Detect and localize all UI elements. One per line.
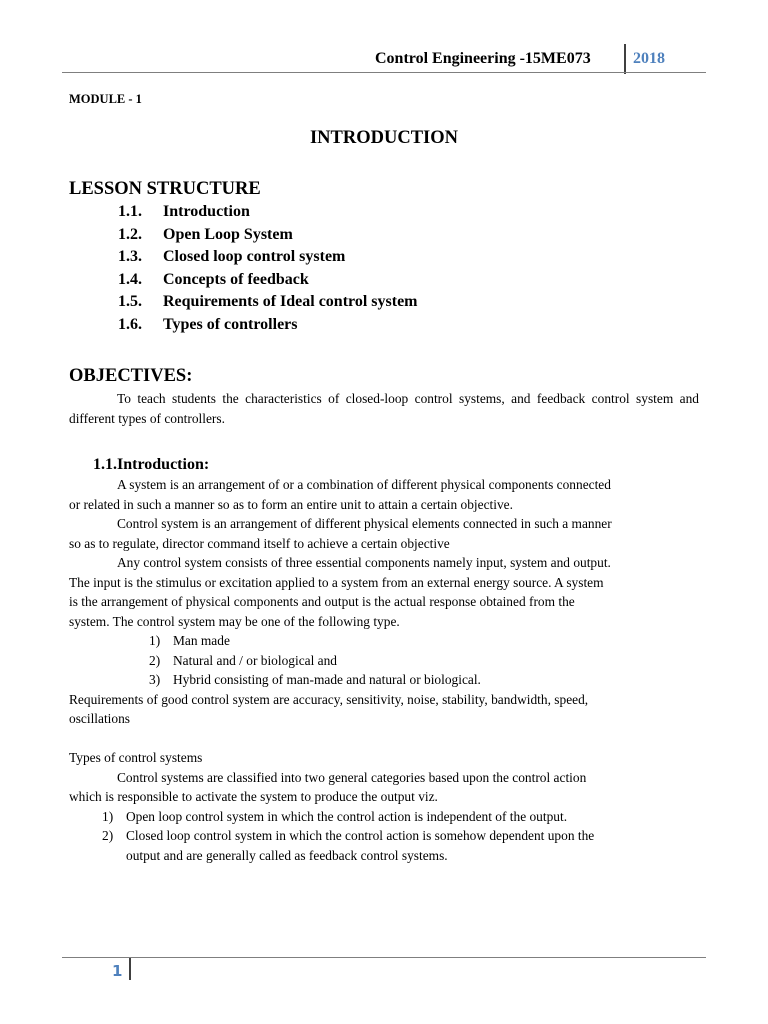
paragraph-line: A system is an arrangement of or a combination of different physical components connected [117, 477, 611, 492]
type-item-text: Natural and / or biological and [173, 652, 337, 668]
list-item-number: 1.2. [118, 225, 142, 243]
header-divider [624, 44, 626, 74]
paragraph-line: is the arrangement of physical components and output is the actual response obtained from the [69, 594, 575, 609]
list-item-number: 1.1. [118, 203, 142, 220]
paragraph-line: system. The control system may be one of the following type. [69, 613, 400, 629]
paragraph-line: Control systems are classified into two general categories based upon the control action [117, 769, 587, 785]
footer-divider [129, 958, 131, 980]
type-item-text: Hybrid consisting of man-made and natural or biological. [173, 672, 481, 687]
paragraph-line: Requirements of good control system are accuracy, sensitivity, noise, stability, bandwidth, speed, [69, 691, 589, 707]
page-number: 1 [112, 962, 123, 980]
list-item-text: Introduction [163, 203, 250, 220]
module-label: MODULE - 1 [69, 92, 142, 106]
list-item [118, 248, 418, 271]
control-type-text: output and are generally called as feedback control systems. [126, 847, 448, 863]
footer-rule [62, 957, 706, 958]
list-item-text: Types of controllers [163, 315, 298, 333]
list-item [118, 203, 418, 226]
list-item-text: Closed loop control system [163, 248, 346, 266]
paragraph-line: oscillations [69, 711, 130, 726]
objectives-text: To teach students the characteristics of closed-loop control systems, and feedback control system and different types of controllers. [69, 391, 699, 426]
control-type-text: Closed loop control system in which the control action is somehow dependent upon the [126, 828, 595, 843]
type-item-number: 1) [149, 633, 161, 648]
list-item [118, 271, 418, 294]
type-item-number: 3) [149, 672, 161, 687]
lesson-structure-heading: LESSON STRUCTURE [69, 179, 261, 199]
list-item-number: 1.4. [118, 270, 142, 288]
list-item [118, 316, 418, 339]
list-item [118, 293, 418, 316]
list-item-text: Open Loop System [163, 225, 293, 243]
introduction-heading: 1.1.Introduction: [93, 456, 210, 473]
types-heading: Types of control systems [69, 750, 203, 765]
list-item-text: Concepts of feedback [163, 270, 309, 288]
control-type-text: Open loop control system in which the control action is independent of the output. [126, 808, 568, 824]
type-item-text: Man made [173, 633, 230, 648]
paragraph-line: which is responsible to activate the system to produce the output viz. [69, 789, 438, 804]
control-type-number: 2) [102, 828, 114, 843]
control-type-number: 1) [102, 808, 114, 824]
header-title: Control Engineering -15ME073 [375, 50, 591, 67]
list-item-number: 1.6. [118, 315, 142, 333]
list-item [118, 226, 418, 249]
objectives-heading: OBJECTIVES: [69, 366, 193, 386]
list-item-number: 1.5. [118, 293, 142, 311]
lesson-structure-list [118, 203, 418, 339]
header-rule [62, 72, 706, 73]
paragraph-line: or related in such a manner so as to form an entire unit to attain a certain objective. [69, 496, 513, 512]
header-year: 2018 [633, 50, 665, 67]
paragraph-line: The input is the stimulus or excitation applied to a system from an external energy source. A system [69, 574, 604, 590]
paragraph-line: Any control system consists of three essential components namely input, system and output. [117, 555, 611, 570]
list-item-number: 1.3. [118, 248, 142, 266]
list-item-text: Requirements of Ideal control system [163, 293, 418, 311]
paragraph-line: so as to regulate, director command itself to achieve a certain objective [69, 535, 450, 551]
paragraph-line: Control system is an arrangement of different physical elements connected in such a manner [117, 516, 612, 531]
type-item-number: 2) [149, 652, 161, 668]
page-title: INTRODUCTION [309, 128, 459, 148]
